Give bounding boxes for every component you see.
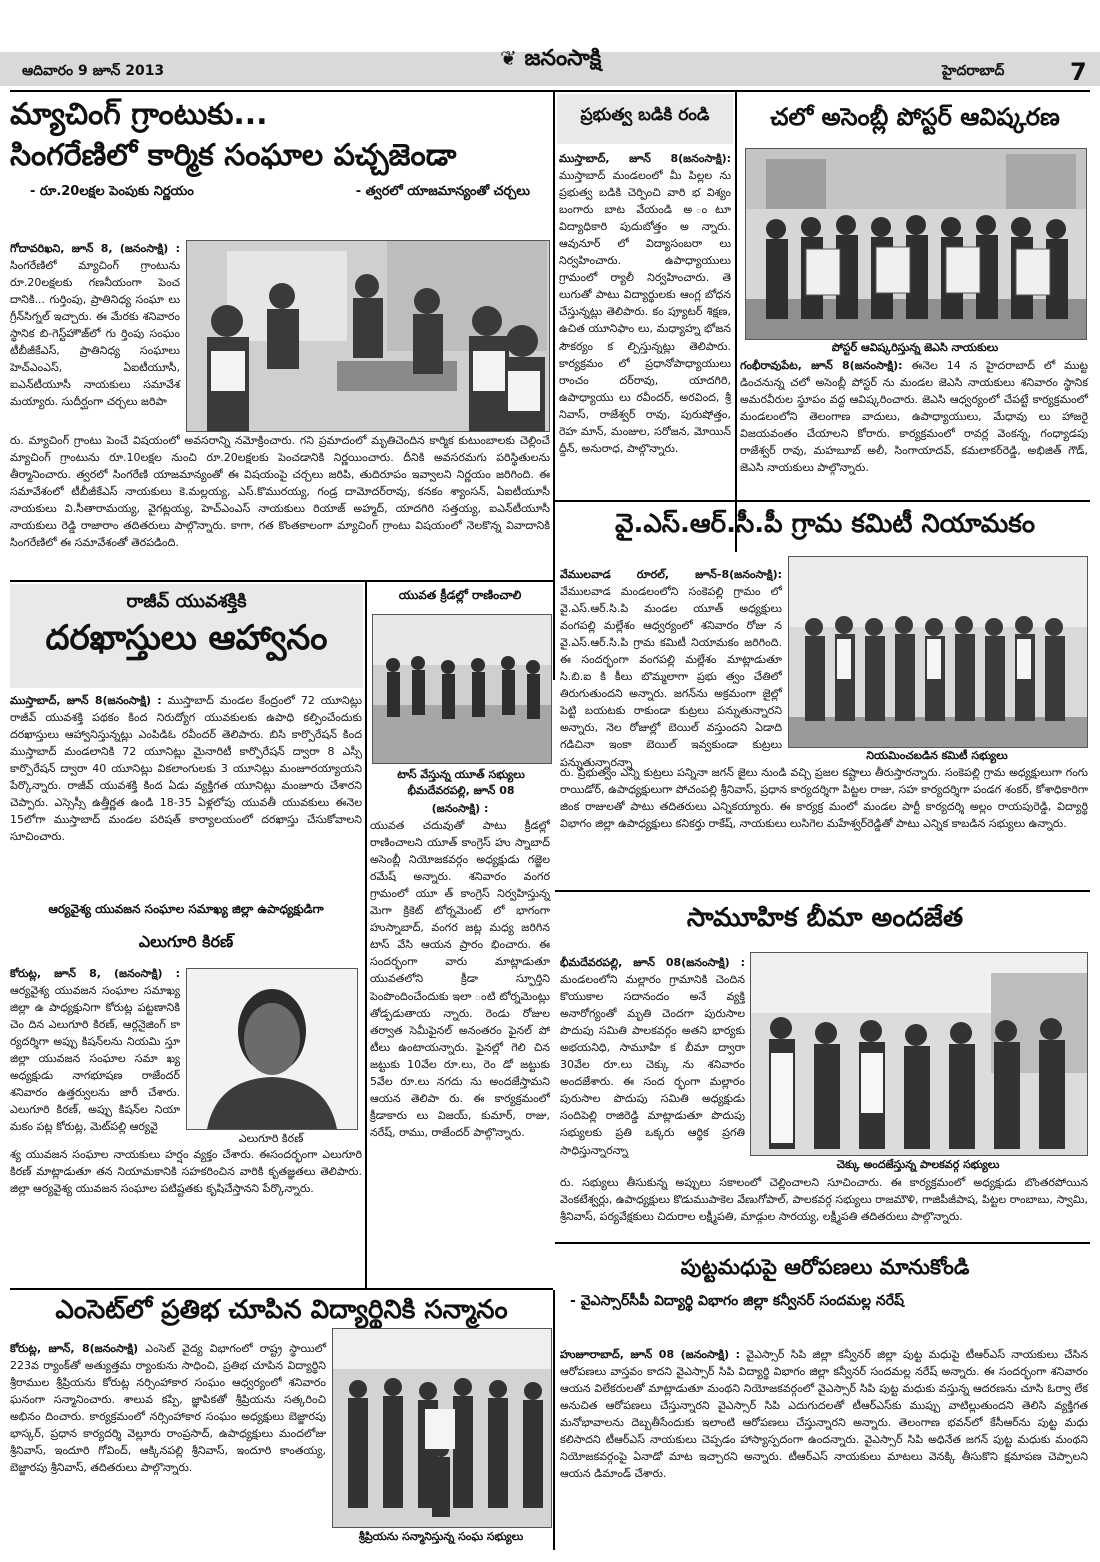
story-chalo-assembly bbox=[740, 104, 1090, 130]
headline: పుట్టమధుపై ఆరోపణలు మానుకోండి bbox=[680, 1255, 970, 1279]
subheads bbox=[10, 184, 550, 202]
committee-photo bbox=[788, 556, 1088, 748]
story-ysrcp-body-left bbox=[560, 566, 782, 771]
story-eamcet bbox=[10, 1296, 553, 1325]
dateline: (జనంసాక్షి) : bbox=[431, 802, 489, 815]
story-eluguri-kiran bbox=[10, 902, 362, 951]
headline: వై.ఎస్.ఆర్.సీ.పీ గ్రామ కమిటీ నియామకం bbox=[614, 509, 1036, 539]
headline-line2: సింగరేణిలో కార్మిక సంఘాల పచ్చజెండా bbox=[10, 138, 457, 173]
headline: దరఖాస్తులు ఆహ్వానం bbox=[45, 617, 328, 658]
headline: సామూహిక బీమా అందజేత bbox=[686, 903, 964, 933]
newspaper-logo bbox=[500, 46, 601, 76]
body-text: వైఎస్సార్ సిపి జిల్లా కన్వీనర్ జిల్లా పుట్ట మధుపై టీఆర్ఎస్ నాయకులు చేసిన ఆరోపణలు వాస్తవం కాదని వైఎస్సార్ సిపి విద్యార్థి విభాగం జిల్లా కన్వీనర్ సందమల్ల నరేష్ అన్నారు. ఈ సందర్భంగా శనివారం ఆయన విలేకరులతో మాట్లాడుతూ మంథని నియోజకవర్గంలో వైఎస్సార్ సిపి పుట్ట మధుకు వస్తున్న ఆదరణను చూసి ఓర్వా లేక అనుచిత ఆరోపణలు చేస్తున్నారని వైఎస్సార్ సిపి ఎదుగుదలతో టీఆర్ఎస్‌కు ముప్పు వాటిల్లుతుందని తెలిసి వ్యక్తిగత మనోభావాలను దెబ్బతీసేందుకు ఇలాంటి ఆరోపణలు చేస్తున్నారని అన్నారు. తెలంగాణ భవన్‌లో కేసీఆర్‌ను పుట్ట మధు కలిసాదని టీఆర్ఎస్ నాయకులు చెప్పడం హాస్యాస్పదంగా ఉందన్నారు. వైఎస్సార్ సిపి అధినేత జగన్ పుట్ట మధుకు మంథని నియోజకవర్గంపై ఏనాడో మాట ఇచ్చారని అన్నారు. టీఆర్ఎస్ నాయకులు మాటలు వెనక్కి తీసుకొని క్షమాపణ చెప్పాలని ఆయన డిమాండ్ చేశారు. bbox=[560, 1348, 1089, 1481]
headline: ఎలుగూరి కిరణ్ bbox=[138, 932, 234, 951]
headline: చలో అసెంబ్లీ పోస్టర్ ఆవిష్కరణ bbox=[770, 103, 1060, 131]
body-text: ముస్తాబాద్ మండలంలో మీ పిల్లల ను ప్రభుత్వ బడికి చెర్పించి వారి భ విశ్యం బంగారు బాట వేయండి అ ంటూ విద్యాధికారి పుదుబోత్తం అ న్నారు. ఆవునూర్ లో విద్యాసంబరా లు నిర్వహించారు. ఉపాధ్యాయులు గ్రామంలో ర్యాలీ నిర్వహించారు. తె లుగుతో పాటు విద్యార్థులకు ఆంగ్ల బోధన చేస్తున్నట్లు తెలిపారు. కం ప్యూటర్ శిక్షణ, ఉచిత యూనిఫాం లు, మధ్యాహ్న భోజన సౌకర్యం క ల్పిస్తున్నట్లు తెలిపారు. కార్యక్రమం లో ప్రధానోపాధ్యాయులు రాంచం దర్‌రావు, యాదగిరి, ఉపాధ్యాయు లు రవీందర్, అరవింద, శ్రీ నివాస్, రాజేశ్వర్ రావు, పురుషోత్తం, రెహ మాన్, మంజుల, సరోజన, మోయిన్ ద్దీన్, అనురాధ, పాల్గొన్నారు. bbox=[559, 169, 731, 455]
story-govt-school-body bbox=[559, 150, 731, 457]
story-eluguri-body-full: శ్య యువజన సంఘాల నాయకులు హర్షం వ్యక్తం చేశారు. ఈసందర్భంగా ఎలుగూరి కిరణ్ మాట్లాడుతూ తన నియామకానికి సహకరించిన వారికి కృతజ్ఞతలు తెలిపారు. జిల్లా ఆర్యవైశ్య యువజన సంఘాల పటిష్టతకు కృషిచేస్తానని పేర్కొన్నారు. bbox=[10, 1148, 362, 1196]
cricket-toss-photo bbox=[372, 614, 552, 764]
body-text: ఈనెల 14 న హైదరాబాద్ లో ముట్ట డించనున్న చలో అసెంబ్లీ పోస్టర్ ను మండల జెఎసి నాయకులు శనివారం స్థానిక అమరవీరుల స్థూపం వద్ద ఆవిష్కరించారు. జెఎసి ఆధ్వర్యంలో చేపట్టే కార్యక్రమంలో మండలంలోని తెలంగాణ వాదులు, ఉపాధ్యాయులు, మేధావు లు హాజరై విజయవంతం చేయాలని కోరారు. కార్యక్రమంలో రావర్ల వెంకన్న, గంధ్యాడపు రాజేశ్వర్ రావు, మహబూబ్ అలీ, సింగాయాదవ్, కమలాకర్‌రెడ్డి, అభిజిత్ గౌడ్, జెఎసి నాయకులు పాల్గొన్నారు. bbox=[740, 359, 1089, 475]
masthead bbox=[0, 0, 1100, 86]
dateline: కోరుట్ల, జూన్, 8(జనంసాక్షి) bbox=[10, 1342, 139, 1355]
headline: ప్రభుత్వ బడికి రండి bbox=[580, 105, 710, 125]
photo-caption: ఎలుగూరి కిరణ్ bbox=[238, 1132, 304, 1145]
logo-leaf-icon: ❦ bbox=[500, 46, 517, 70]
caption-line1: టాస్ వేస్తున్న యూత్ సభ్యులు bbox=[397, 768, 525, 781]
dateline: వేములవాడ రూరల్, జూన్-8(జనంసాక్షి): bbox=[560, 568, 782, 581]
body-text: వేములవాడ మండలంలోని సంకెపల్లి గ్రామం లో వై.ఎస్.ఆర్.సి.పి మండల యూత్ అధ్యక్షులు వంగపల్లి మల్లేశం ఆధ్వర్యంలో శనివారం రోజు న వై.ఎస్.ఆర్.సి.పి గ్రామ కమిటీ నియామకం జరిగింది. ఈ సందర్భంగా వంగపల్లి మల్లేశం మాట్లాడుతూ సి.బి.ఐ కి కీలు బొమ్మలాగా ప్రభు త్వం చేతిలో తిరుగుతుందని అన్నారు. జగన్‌ను అక్రమంగా జైల్లో పెట్టి బయటకు రాకుండా కుట్రలు పన్నుతున్నారని అన్నారు, నెల రోజుల్లో బెయిల్ వస్తుందని ఏడాది గడిచినా ఇంకా బెయిల్ ఇవ్వకుండా కుట్రలు పన్నుతున్నారన్నా bbox=[560, 585, 782, 769]
column-divider bbox=[365, 580, 367, 1290]
page-number: 7 bbox=[1070, 58, 1087, 86]
story-youth-sports-body bbox=[370, 800, 550, 1141]
caption-line2: భీమదేవరపల్లి, జూన్ 08 bbox=[407, 784, 515, 797]
cheque-handover-photo bbox=[750, 952, 1088, 1156]
story-youth-sports bbox=[370, 588, 550, 605]
story-singareni bbox=[10, 98, 550, 202]
dateline: కోరుట్ల, జూన్ 8, (జనంసాక్షి) : bbox=[10, 967, 180, 980]
photo-caption bbox=[370, 768, 552, 800]
meeting-photo bbox=[186, 240, 550, 432]
story-insurance-body-left bbox=[560, 954, 745, 1159]
subhead-left: - రూ.20లక్షల పెంపుకు నిర్ణయం bbox=[30, 184, 194, 199]
story-eluguri-body-left bbox=[10, 965, 180, 1135]
headline: ఎంసెట్‌లో ప్రతిభ చూపిన విద్యార్థినికి సన్మానం bbox=[55, 1295, 508, 1325]
header-rule bbox=[10, 90, 1090, 92]
story-singareni-body-full: రు. మ్యాచింగ్ గ్రాంటు పెంచే విషయంలో అవసరాన్ని నమోక్రించారు. గని ప్రమాదంలో మృతిచెందిన కార్మిక కుటుంబాలకు చెల్లించే మ్యాచింగ్ గ్రాంటును రూ.10లక్షల నుంచి రూ.20లక్షలకు పెంచడానికి నిర్ణయించారు. దీనికి అవసరమగు పరిస్థితులను తీర్మానించారు. త్వరలో సింగరేణి యాజమాన్యంతో ఈ విషయంపై చర్చలు జరిపి, తుదిరూపం ఇవ్వాలని నిర్ణయం జరిగింది. ఈ సమావేశంలో టీబీజీకేఎస్ నాయకులు కె.మల్లయ్య, ఎస్.కొమురయ్య, గండ్ర దామోదర్‌రావు, కనకం శ్యాంసన్, ఏఐటీయూసీ నాయకులు వి.సీతారామయ్య, వైగట్లయ్య, హెచ్ఎంఎస్ నాయకులు రియాజ్ అహ్మద్, యాదగిరి సత్తయ్య, ఐఎన్‌టీయూసీ నాయకులు రెడ్డి రాజారాం తదితరులు పాల్గొన్నారు. కాగా, గత కొంతకాలంగా మ్యాచింగ్ గ్రాంటు విషయంలో నెలకొన్న వివాదానికి సింగరేణిలో ఈ సమావేశంతో తెరపడింది. bbox=[10, 434, 550, 550]
headline-line1: మ్యాచింగ్ గ్రాంటుకు... bbox=[10, 97, 268, 132]
story-chalo-assembly-body bbox=[740, 357, 1088, 476]
story-putta-madhu bbox=[560, 1256, 1090, 1312]
row-divider bbox=[555, 1242, 1090, 1244]
body-text: సింగరేణిలో మ్యాచింగ్ గ్రాంటును రూ.20లక్షలకు గణనీయంగా పెంచ దానికి... గుర్తింపు, ప్రాతినిధ్య సంఘా లు గ్రీన్‌సిగ్నల్ ఇచ్చారు. ఈ మేరకు శనివారం స్థానిక బి-గెస్ట్‌హౌజ్‌లో గు ర్తింపు సంఘం టీబీజీకేఎస్, ప్రాతినిధ్య సంఘాలు హెచ్ఎంఎస్, ఏఐటీయూసీ, ఐఎన్‌టీయూసీ నాయకులు సమావేశ మయ్యారు. సుదీర్ఘంగా చర్చలు జరిపా bbox=[10, 259, 180, 409]
edition-city: హైదరాబాద్ bbox=[942, 63, 1005, 79]
column-divider bbox=[553, 1290, 555, 1550]
photo-caption: శ్రీప్రియను సన్మానిస్తున్న సంఘ సభ్యులు bbox=[358, 1530, 524, 1543]
subhead: - వైఎస్సార్‌సీపీ విద్యార్థి విభాగం జిల్లా కన్వీనర్ సందమల్ల నరేష్ bbox=[570, 1293, 904, 1310]
photo-caption: పోస్టర్ ఆవిష్కరిస్తున్న జెఎసి నాయకులు bbox=[831, 341, 999, 354]
story-insurance bbox=[560, 904, 1090, 933]
dateline: గంభీరావుపేట, జూన్ 8(జనంసాక్షి): bbox=[740, 359, 903, 372]
body-text: యువత చదువుతో పాటు క్రీడల్లో రాణించాలని యూత్ కాంగ్రెస్ హు స్నాబాద్ అసెంబ్లీ నియోజకవర్గం అధ్యక్షుడు గజ్జెల రమేష్ అన్నారు. శనివారం వంగర గ్రామంలో యూ త్ కాంగ్రెస్ నిర్వహిస్తున్న మెగా క్రికెట్ టోర్నమెంట్ లో భాగంగా హుస్నాబాద్, వంగర జట్ల మధ్య జరిగిన టాస్ వేసి ఆయన ప్రారం భించారు. ఈ సందర్భంగా వారు మాట్లాడుతూ యువతలోని క్రీడా స్ఫూర్తిని పెంపొందించేందుకు ఇలా ంటి టోర్నమెంట్లు తోడ్పడుతాయ న్నారు. రెండు రోజుల తర్వాత సెమీఫైనల్ అనంతరం ఫైనల్ పో టీలు ఉంటాయన్నారు. ఫైనల్లో గెలి చిన జట్టుకు 10వేల రూ.లు, రెం డో జట్టుకు 5వేల రూ.లు నగదు ను అందజేస్తామని ఆయన తెలిపా రు. ఈ కార్యక్రమంలో క్రీడాకారు లు విజయ్, కుమార్, రాజు, నరేష్, రాము, రాజేందర్ పాల్గొన్నారు. bbox=[370, 819, 550, 1139]
body-text: ఆర్యవైశ్య యువజన సంఘాల సమాఖ్య జిల్లా ఉ పాధ్యక్షునిగా కోరుట్ల పట్టణానికి చెం దిన ఎలుగూరి కిరణ్, ఆర్గనైజింగ్ కా ర్యదర్శిగా అప్పు కిషన్‌లను నియమి స్తూ జిల్లా యువజన సంఘాల సమా ఖ్య అధ్యక్షుడు నాగభూషణ రాజేందర్ శనివారం ఉత్తర్వులను జారీ చేశారు. ఎలుగూరి కిరణ్, అప్పు కిషన్‌ల నియా మకం పట్ల కోరుట్ల, మెట్‌పల్లి ఆర్యవై bbox=[10, 984, 180, 1134]
row-divider bbox=[10, 1288, 553, 1290]
photo-caption: నియమించబడిన కమిటీ సభ్యులు bbox=[866, 749, 1008, 762]
kiran-portrait bbox=[186, 968, 358, 1130]
dateline: గోదావరిఖని, జూన్ 8, (జనంసాక్షి) : bbox=[10, 242, 180, 255]
issue-date: ఆదివారం 9 జూన్ 2013 bbox=[22, 63, 165, 79]
poster-launch-photo bbox=[745, 148, 1087, 340]
body-text: ముస్తాబాద్ మండల కేంద్రంలో 72 యూనిట్లు రాజీవ్ యువశక్తి పథకం కింద నిరుద్యోగ యువకులకు ఉపాధి కల్పించేందుకు దరఖాస్తులు ఆహ్వానిస్తున్నట్లు ఎంపిడిఓ రవీందర్ తెలిపారు. బిసి కార్పొరేషన్ కింద ముస్తాబాద్ మండలానికి 72 యూనిట్లు మైనారిటీ కార్పొరేషన్ ద్వారా 8 ఎస్సీ కార్పొరేషన్ ద్వారా 40 యూనిట్లు వికలాంగులకు 3 యూనిట్లు మంజూరయ్యాయని పేర్కొన్నారు. రాజీవ్ యువశక్తి కింద ఏడు వ్యక్తిగత యూనిట్లు మంజూరు చేశారని చెప్పారు. ఎస్సెస్సీ ఉత్తీర్ణత ఉండి 18-35 ఏళ్లలోపు యువతీ యువకులు ఈనెల 15లోగా ముస్తాబాద్ మండల పరిషత్ కార్యాలయంలో దరఖాస్తు చేసుకోవాలని సూచించారు. bbox=[10, 694, 363, 844]
story-putta-madhu-body bbox=[560, 1346, 1088, 1482]
felicitation-photo bbox=[332, 1328, 552, 1528]
story-rajiv-yuvashakti-head bbox=[10, 584, 363, 688]
body-text: మండలంలోని మల్లారం గ్రామానికి చెందిన కొయుకాల సదానందం అనే వ్యక్తి అనారోగ్యంతో మృతి చెందగా పురుసాల పొదుపు సమితి పాలకవర్గం అతని భార్యకు అభయనిధి, సామూహి క బీమా ద్వారా 30వేల రూ.లు చెక్కు ను శనివారం అందజేశారు. ఈ సంద ర్భంగా మల్లారం పురుసాల పొదుపు సమితి అధ్యక్షుడు సందిపెల్లి రాజిరెడ్డి మాట్లాడుతూ పొదుపు సభ్యులకు ప్రతి ఒక్కరు ఆర్థిక ప్రగతి సాధిస్తున్నారన్నా bbox=[560, 973, 745, 1157]
story-singareni-body-left bbox=[10, 240, 180, 410]
story-eamcet-body bbox=[10, 1340, 326, 1476]
column-divider bbox=[553, 92, 555, 680]
kicker: ఆర్యవైశ్య యువజన సంఘాల సమాఖ్య జిల్లా ఉపాధ్యక్షుడిగా bbox=[48, 902, 324, 916]
subhead-right: - త్వరలో యాజమాన్యంతో చర్చలు bbox=[355, 184, 530, 199]
column-divider bbox=[735, 92, 737, 552]
dateline: హుజూరాబాద్, జూన్ 08 (జనంసాక్షి) : bbox=[560, 1348, 741, 1361]
story-ysrcp-body-full: రు. ప్రభుత్వం ఎన్ని కుట్రలు పన్నినా జగన్ జైలు నుండి వచ్చి ప్రజల కష్టాలు తీరుస్తారన్నారు. సంకెపల్లి గ్రామ అధ్యక్షులుగా గంగు రాయిడోర్, ఉపాధ్యక్షులుగా పోచంపల్లి శ్రీనివాస్, ప్రధాన కార్యదర్శిగా పిట్టల రాజు, సహ కార్యదర్శిగా పండగ శంకర్, కోశాధికారిగా జింక రాజులతో పాటు తదితరులు ఎన్నికయ్యారు. ఈ కార్యక్ర మంలో మండల పార్టీ కార్యదర్శి అల్లం రాయపురెడ్డి, విద్యార్థి విభాగం జిల్లా ఉపాధ్యక్షులు కనికర్తు రాకేష్, నాయకులు లుసిగెల మహేశ్వర్‌రెడ్డితో పాటు ఎన్నిక కాబడిన సభ్యులు ఉన్నారు. bbox=[560, 766, 1088, 831]
row-divider bbox=[10, 580, 553, 582]
dateline: ముస్తాబాద్, జూన్ 8(జనంసాక్షి): bbox=[559, 152, 731, 165]
photo-caption: చెక్కు అందజేస్తున్న పాలకవర్గ సభ్యులు bbox=[836, 1158, 1000, 1171]
headline: యువత క్రీడల్లో రాణించాలి bbox=[398, 588, 522, 602]
kicker: రాజీవ్ యువశక్తికి bbox=[126, 591, 247, 612]
dateline: భీమదేవరపల్లి, జూన్ 08(జనంసాక్షి) : bbox=[560, 956, 745, 969]
logo-text: జనంసాక్షి bbox=[524, 46, 602, 71]
story-ysrcp-committee bbox=[560, 510, 1090, 539]
story-insurance-body-full: రు. సభ్యులు తీసుకున్న అప్పులు సకాలంలో చెల్లించాలని సూచించారు. ఈ కార్యక్రమంలో అధ్యక్షుడు బొంతరపోయిన వెంకటేశ్వర్లు, ఉపాధ్యక్షులు కొడుముపాకెల వేణుగోపాల్, పాలకవర్గ సభ్యులు రాజమౌళి, గాజిపీజీపాష, పిట్టల రాంబాబు, స్వామి, శ్రీనివాస్, పర్యవేక్షకులు చిదురాల లక్ష్మీపతి, మాడ్గుల సారయ్య, లక్ష్మీపతి తదితరులు పాల్గొన్నారు. bbox=[560, 1176, 1088, 1224]
row-divider bbox=[555, 890, 1090, 892]
row-divider bbox=[555, 500, 1090, 502]
story-rajiv-yuvashakti-body bbox=[10, 692, 362, 845]
body-text: ఎంసెట్ వైద్య విభాగంలో రాష్ట్ర స్థాయిలో 223వ ర్యాంక్‌తో అత్యుత్తమ ర్యాంకును సాధించి, ప్రతిభ చూపిన విద్యార్థిని శ్రీరాముల శ్రీప్రియను కోరుట్ల నర్సింహాకార సంఘం ఆధ్వర్యంలో శనివారం ఘనంగా సన్మానించారు. శాలువ కప్పి, జ్ఞాపికతో శ్రీప్రియను సత్కరించి అభినం దించారు. కార్యక్రమంలో నర్సింహాకార సంఘం అధ్యక్షులు బెజ్జారపు భాస్కర్, ప్రధాన కార్యదర్శి వెల్లూరు రాంప్రసాద్, ఉపాధ్యక్షులు మందలోజు శ్రీనివాస్, ఇందూరి గోవింద్, ఆక్కినపల్లి శ్రీనివాస్, ఇందూరి కాంతయ్య, బెజ్జారపు శ్రీనివాస్, తదితరులు పాల్గొన్నారు. bbox=[10, 1342, 327, 1475]
story-govt-school-head bbox=[557, 94, 733, 144]
dateline: ముస్తాబాద్, జూన్ 8(జనంసాక్షి) : bbox=[10, 694, 162, 707]
